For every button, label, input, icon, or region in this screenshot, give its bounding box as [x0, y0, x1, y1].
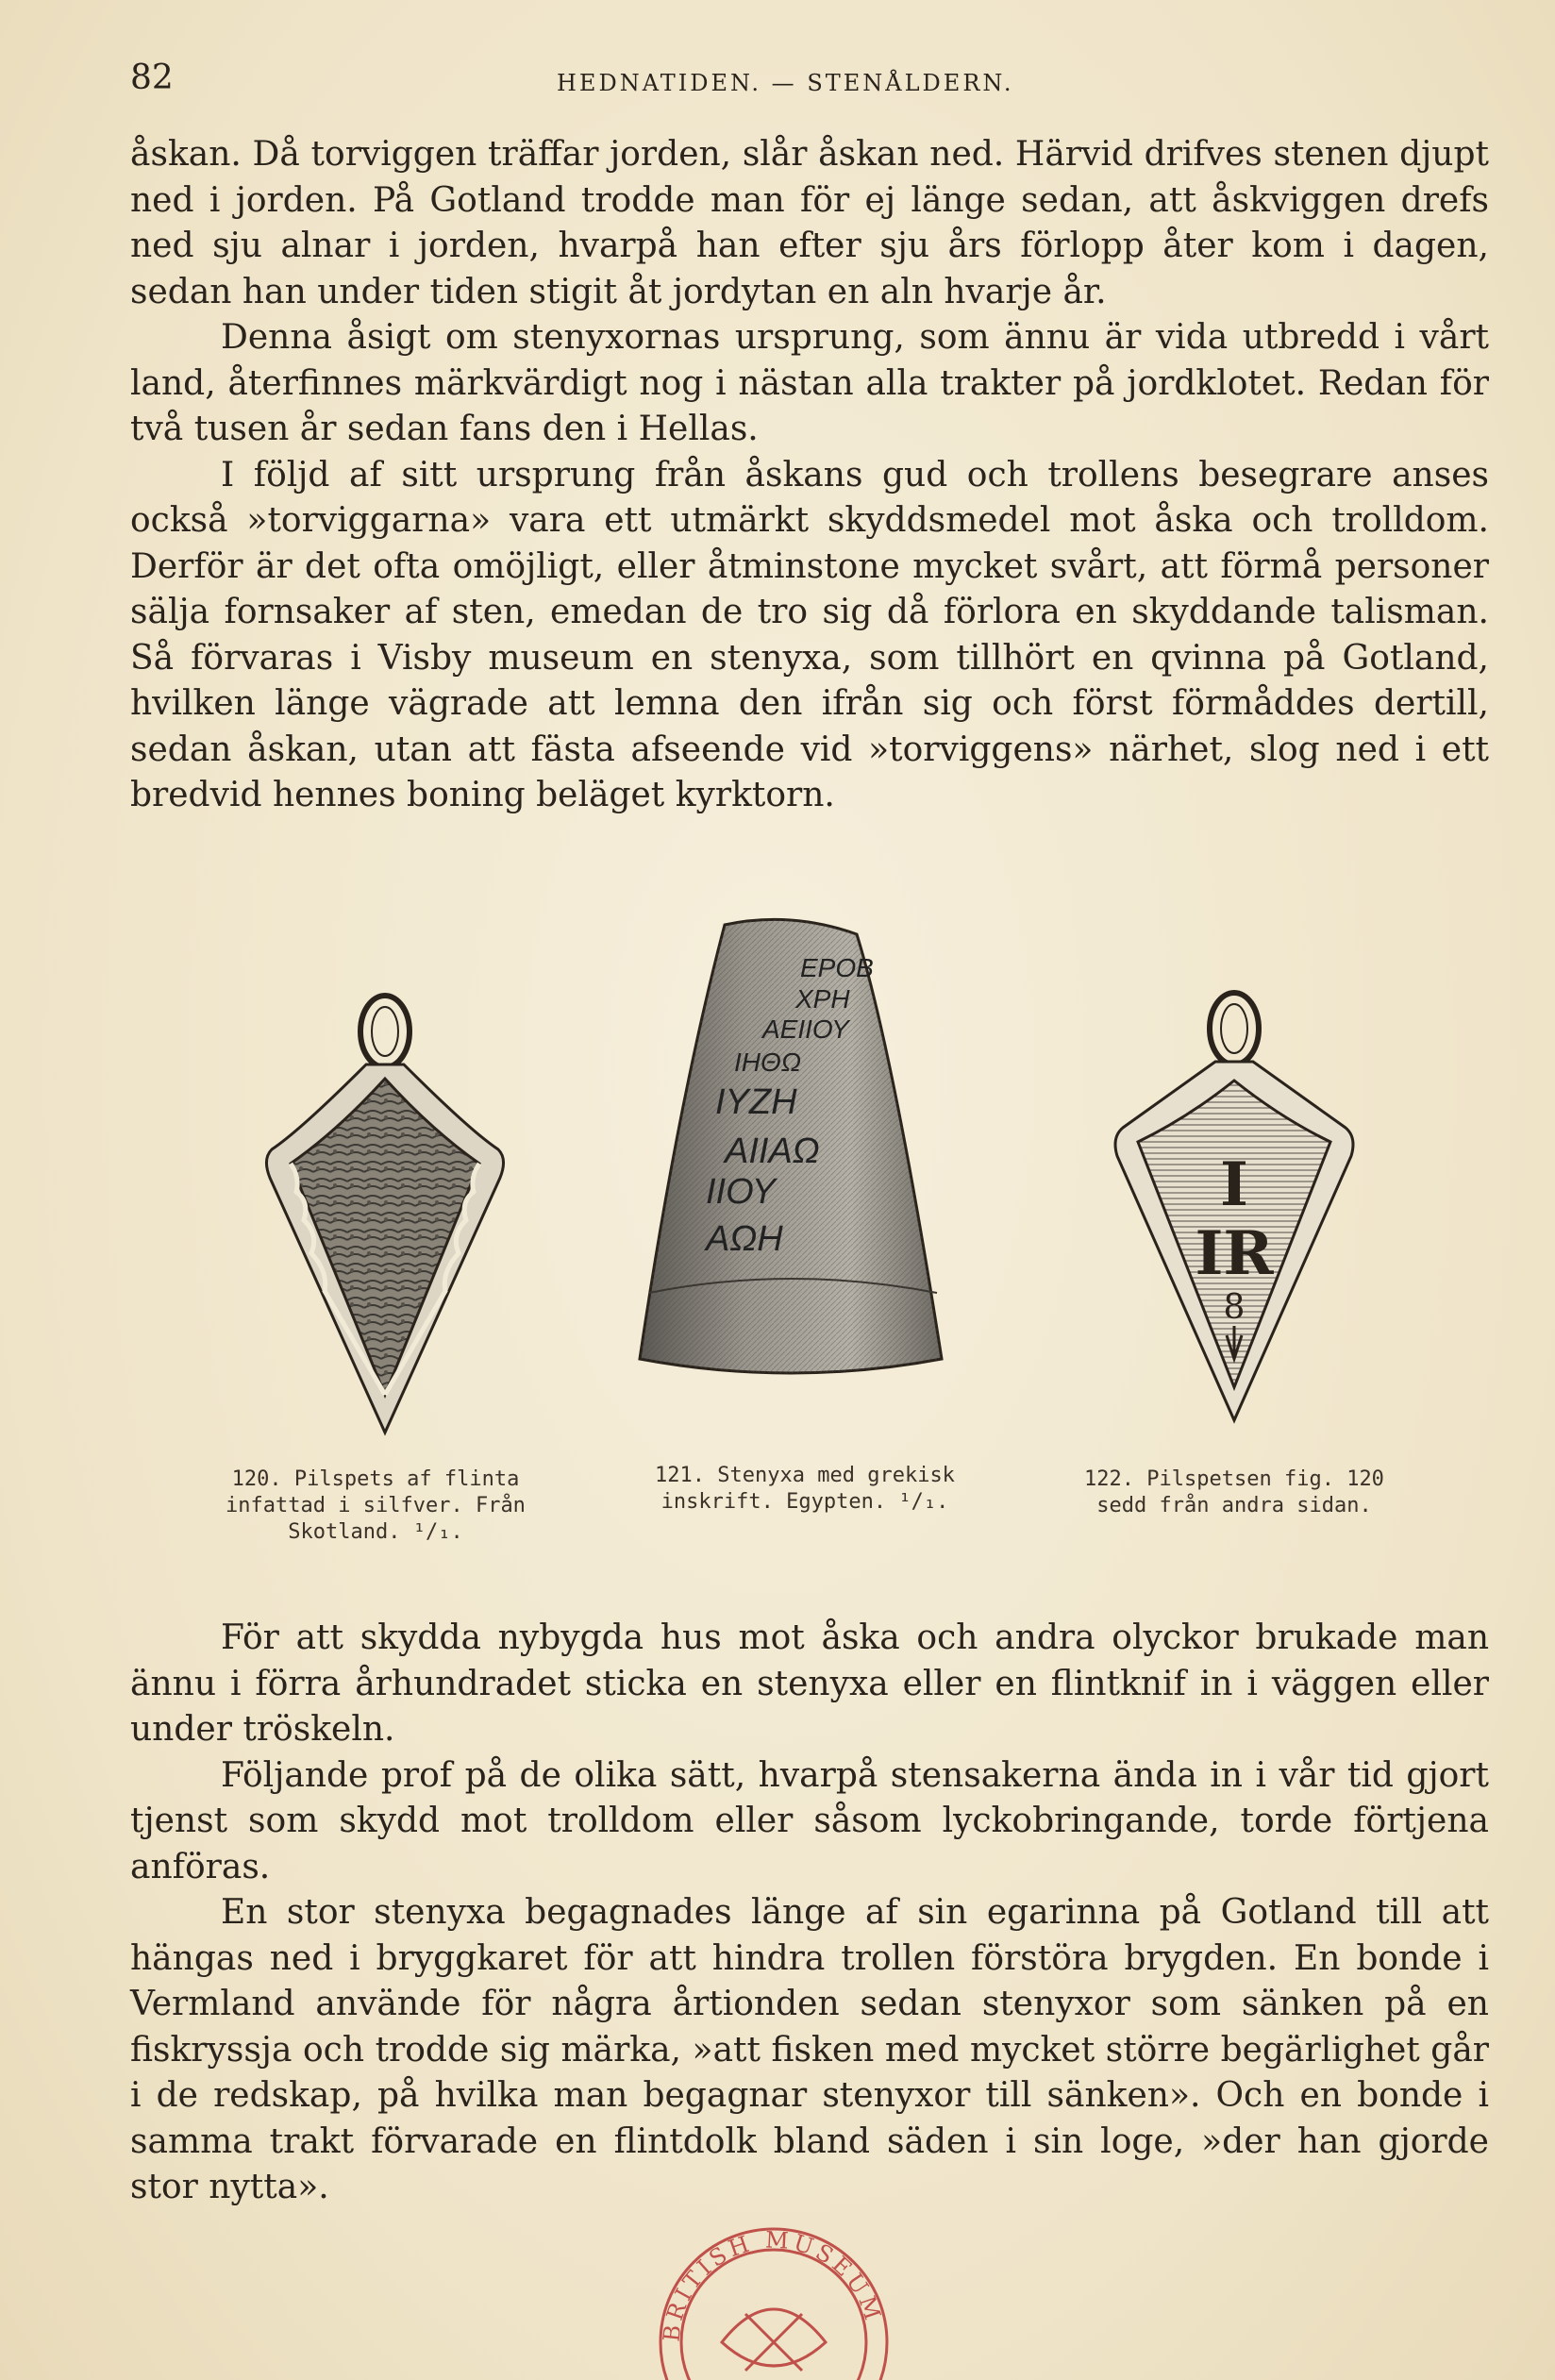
engraving-number: 8: [1223, 1288, 1246, 1327]
figures-row: [130, 906, 1489, 1567]
body-text-bottom: [130, 1616, 1489, 2211]
fig120-arrowhead-pendant: [262, 989, 508, 1442]
paragraph: Denna åsigt om stenyxornas ursprung, som ännu är vida utbredd i vårt land, återfinnes märkvärdigt nog i nästan alla trakter på jordklotet. Redan för två tusen år sedan fans den i Hellas.: [130, 318, 1489, 448]
library-stamp: [632, 2201, 915, 2380]
paragraph: I följd af sitt ursprung från åskans gud och trollens besegrare anses också »torviggarna» vara ett utmärkt skyddsmedel mot åska och trolldom. Derför är det ofta omöjligt, eller åtminstone mycket svårt, att förmå personer sälja fornsaker af sten, emedan de tro sig då förlora en skyddande talisman. Så förvaras i Visby museum en stenyxa, som tillhört en qvinna på Gotland, hvilken länge vägrade att lemna den ifrån sig och först förmåddes dertill, sedan åskan, utan att fästa afseende vid »torviggens» närhet, slog ned i ett bredvid hennes boning beläget kyrktorn.: [130, 455, 1489, 814]
page-number: 82: [130, 59, 174, 97]
engraving-letters: IR: [1195, 1218, 1274, 1289]
inscription-line: ΑΕΙΙΟΥ: [762, 1014, 849, 1044]
body-text-top: [130, 132, 1489, 819]
inscription-line: ΙΥΖΗ: [715, 1082, 797, 1122]
stamp-text: BRITISH MUSEUM: [658, 2226, 888, 2343]
running-title: HEDNATIDEN. — STENÅLDERN.: [557, 70, 1014, 96]
inscription-line: ΑΩΗ: [706, 1219, 783, 1259]
fig122-pendant-reverse: [1112, 986, 1357, 1430]
inscription-line: ΧΡΗ: [795, 984, 850, 1014]
svg-text:BRITISH MUSEUM: [659, 2226, 888, 2342]
fig121-caption: 121. Stenyxa med grekisk inskrift. Egypten. ¹/₁.: [655, 1464, 955, 1514]
inscription-line: ΙΗΘΩ: [734, 1048, 802, 1077]
fig121-stone-axe: [621, 915, 961, 1387]
paragraph: En stor stenyxa begagnades länge af sin egarinna på Gotland till att hängas ned i bryggkaret för att hindra trollen förstöra brygden. En bonde i Vermland använde för några årtionden sedan stenyxor som sänken på en fiskryssja och trodde sig märka, »att fisken med mycket större begärlighet går i de redskap, på hvilka man begagnar stenyxor till sänken». Och en bonde i samma trakt förvarade en flintdolk bland säden i sin loge, »der han gjorde stor nytta».: [130, 1893, 1489, 2206]
fig122-caption: 122. Pilspetsen fig. 120 sedd från andra sidan.: [1084, 1467, 1384, 1517]
page-header: [130, 59, 1498, 115]
paragraph: Följande prof på de olika sätt, hvarpå stensakerna ända in i vår tid gjort tjenst som skydd mot trolldom eller såsom lyckobringande, torde förtjena anföras.: [130, 1755, 1489, 1886]
inscription-line: ΙΙΟΥ: [706, 1172, 776, 1212]
inscription-line: EPOB: [800, 953, 874, 982]
inscription-line: ΑΙΙΑΩ: [725, 1131, 820, 1171]
fig120-caption: 120. Pilspets af flinta infattad i silfver. Från Skotland. ¹/₁.: [226, 1467, 526, 1544]
paragraph: åskan. Då torviggen träffar jorden, slår åskan ned. Härvid drifves stenen djupt ned i jorden. På Gotland trodde man för ej länge sedan, att åskviggen drefs ned sju alnar i jorden, hvarpå han efter sju års förlopp åter kom i dagen, sedan han under tiden stigit åt jordytan en aln hvarje år.: [130, 135, 1489, 311]
paragraph: För att skydda nybygda hus mot åska och andra olyckor brukade man ännu i förra århundradet sticka en stenyxa eller en flintknif in i väggen eller under tröskeln.: [130, 1618, 1489, 1749]
engraving-letter: I: [1220, 1149, 1248, 1220]
